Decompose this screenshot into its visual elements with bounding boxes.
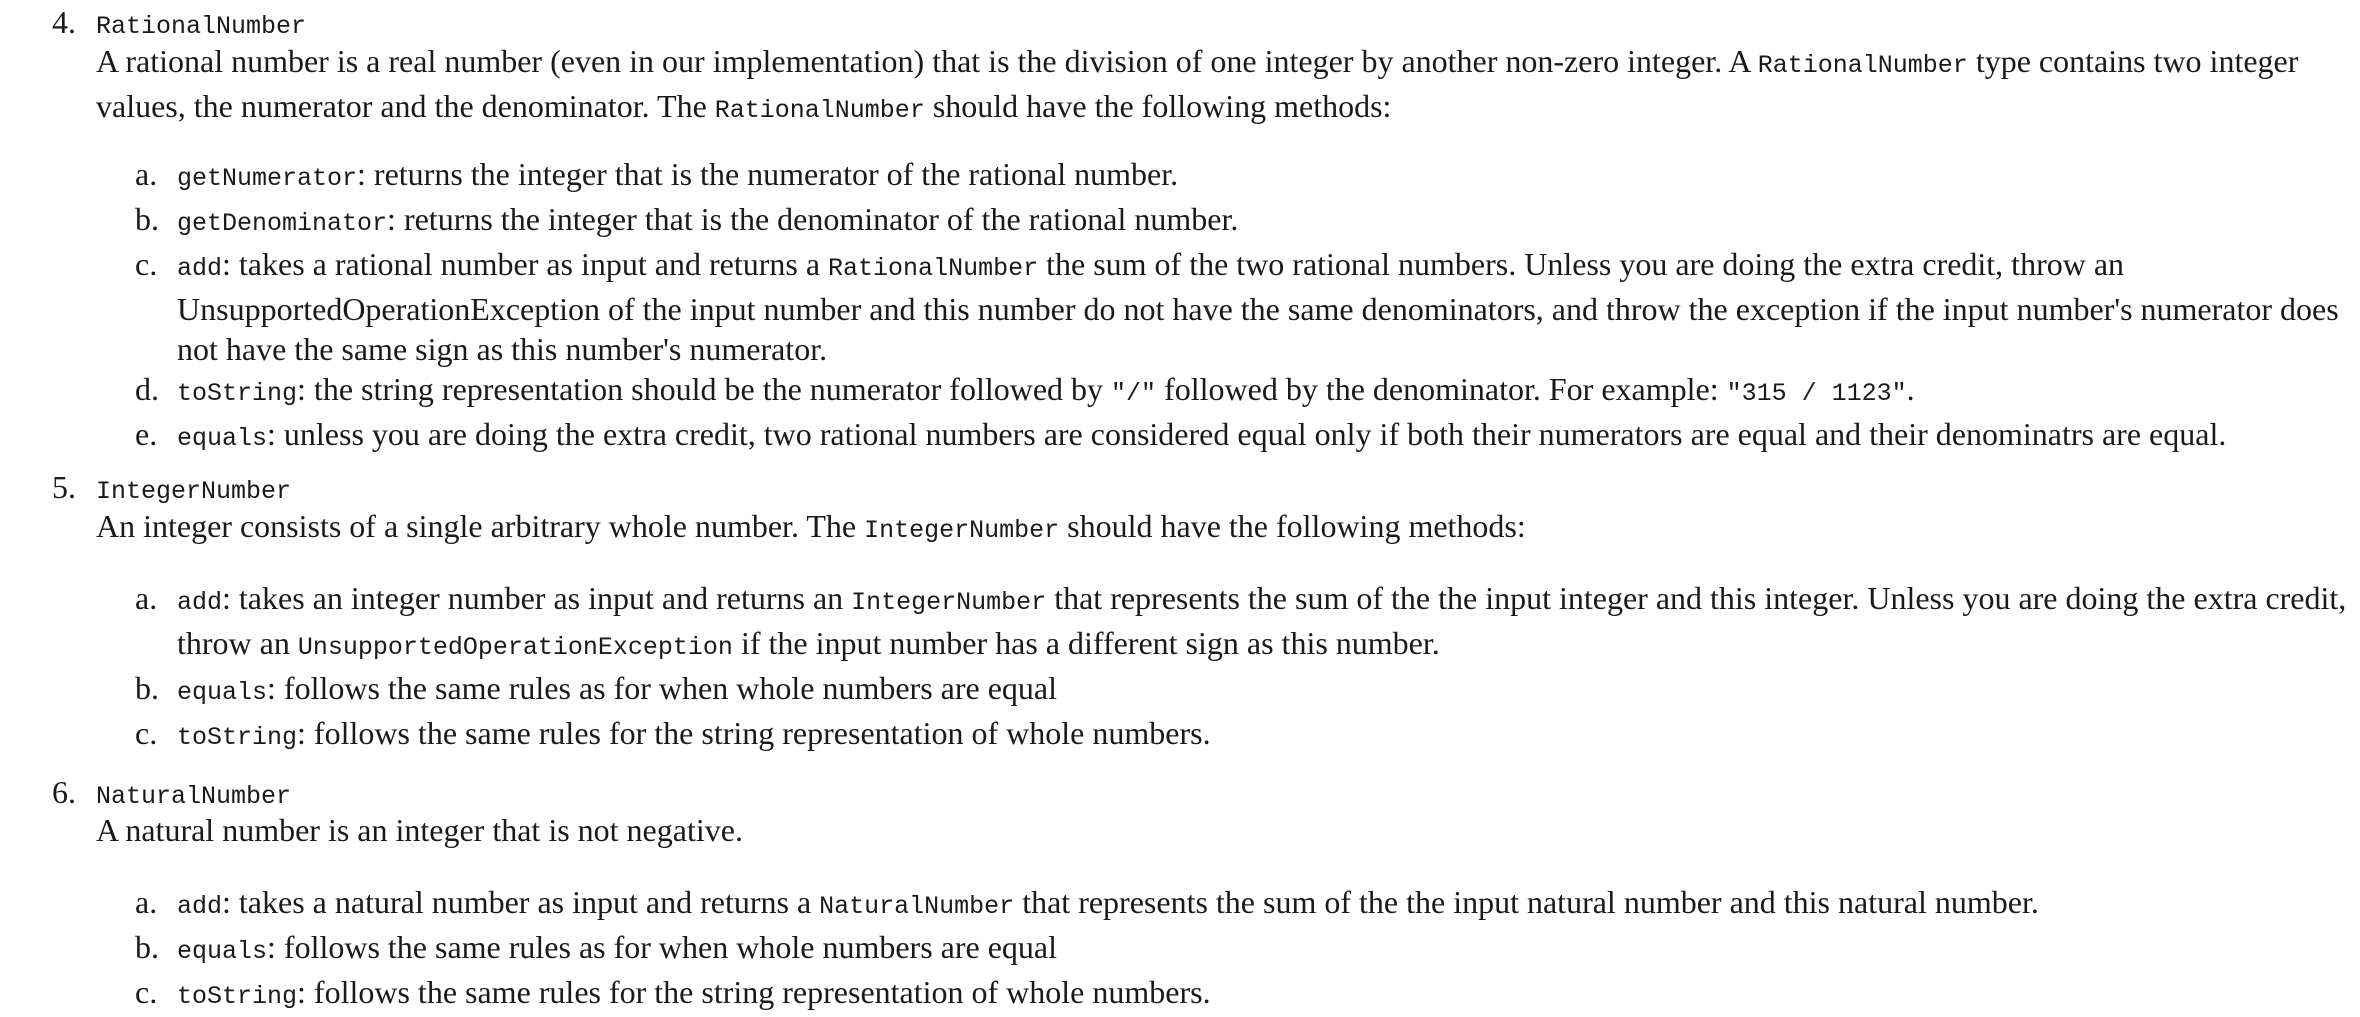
list-marker: a. xyxy=(135,580,158,616)
method-list xyxy=(0,578,2360,758)
list-item: a. getNumerator: returns the integer that is the numerator of the rational number. xyxy=(135,156,1179,193)
list-marker: a. xyxy=(135,156,158,192)
section-number: 6. xyxy=(52,774,76,810)
section-description: A natural number is an integer that is not negative. xyxy=(96,812,743,848)
section-title: RationalNumber xyxy=(96,12,307,41)
list-item: c. toString: follows the same rules for the string representation of whole numbers. xyxy=(135,974,1211,1011)
list-marker: a. xyxy=(135,884,158,920)
section-description: A rational number is a real number (even in our implementation) that is the division of one integer by another non-zero integer. A RationalNumber type contains two integer values, the numerator and the denominator. The RationalNumber should have the following methods: xyxy=(96,43,2299,125)
list-marker: b. xyxy=(135,929,159,965)
section-title: NaturalNumber xyxy=(96,782,292,811)
list-item: c. toString: follows the same rules for the string representation of whole numbers. xyxy=(135,715,1211,752)
section-title: IntegerNumber xyxy=(96,477,292,506)
list-item: c. add: takes a rational number as input and returns a RationalNumber the sum of the two rational numbers. Unless you are doing the extra credit, throw an UnsupportedOperationException of the input number and this number do not have the same denominators, and throw the exception if the input number's numerator does not have the same sign as this number's numerator. xyxy=(135,246,2339,367)
list-item: a. add: takes an integer number as input and returns an IntegerNumber that represents the sum of the the input integer and this integer. Unless you are doing the extra credit, throw an UnsupportedOperationException if the input number has a different sign as this number. xyxy=(135,580,2347,662)
list-item: a. add: takes a natural number as input and returns a NaturalNumber that represents the sum of the the input natural number and this natural number. xyxy=(135,884,2039,921)
list-marker: b. xyxy=(135,201,159,237)
section-number: 4. xyxy=(52,4,76,40)
section-number: 5. xyxy=(52,469,76,505)
list-item: d. toString: the string representation should be the numerator followed by "/" followed by the denominator. For example: "315 / 1123". xyxy=(135,371,1915,408)
list-marker: c. xyxy=(135,715,158,751)
method-list xyxy=(0,882,2360,1017)
list-marker: d. xyxy=(135,371,159,407)
list-marker: b. xyxy=(135,670,159,706)
list-marker: c. xyxy=(135,246,158,282)
list-marker: c. xyxy=(135,974,158,1010)
list-item: b. equals: follows the same rules as for when whole numbers are equal xyxy=(135,929,1057,966)
list-item: b. getDenominator: returns the integer that is the denominator of the rational number. xyxy=(135,201,1239,238)
list-item: b. equals: follows the same rules as for when whole numbers are equal xyxy=(135,670,1057,707)
list-marker: e. xyxy=(135,416,158,452)
method-list xyxy=(0,154,2360,459)
section-description: An integer consists of a single arbitrary whole number. The IntegerNumber should have the following methods: xyxy=(96,508,1526,545)
list-item: e. equals: unless you are doing the extra credit, two rational numbers are considered equal only if both their numerators are equal and their denominatrs are equal. xyxy=(135,416,2227,453)
